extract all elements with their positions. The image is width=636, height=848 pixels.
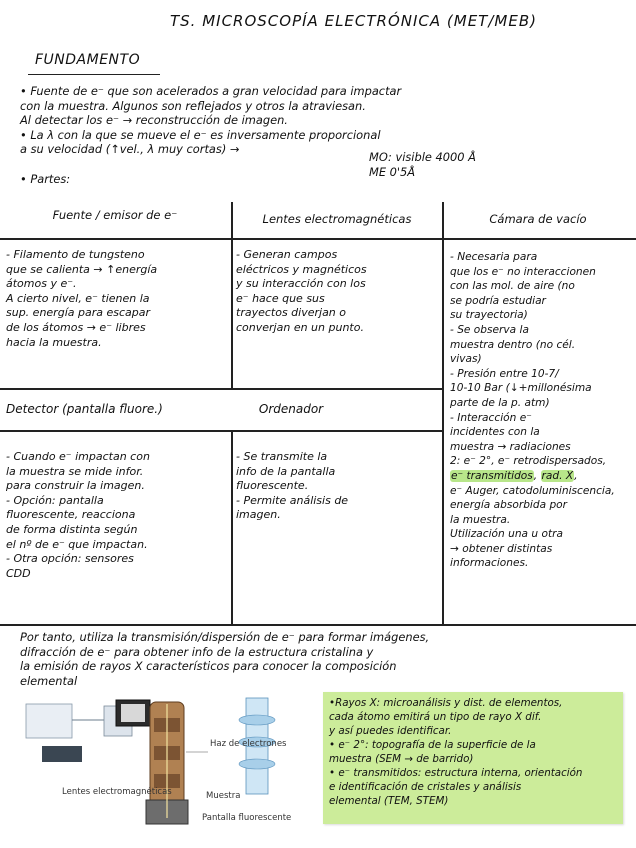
cell-line: - Otra opción: sensores xyxy=(6,552,134,566)
cell-line: - Se transmite la xyxy=(236,450,328,463)
highlight-xray: rad. X xyxy=(541,469,574,482)
cell-line: energía absorbida por xyxy=(450,499,568,512)
cell-lenses xyxy=(236,248,367,336)
cell-line: la muestra se mide infor. xyxy=(6,464,144,478)
cell-line: la muestra. xyxy=(450,513,511,526)
schematic-box xyxy=(26,704,72,738)
note-line: • e⁻ 2°: topografía de la superficie de la xyxy=(329,739,536,751)
cell-line: eléctricos y magnéticos xyxy=(236,262,367,276)
conclusion-line: difracción de e⁻ para obtener info de la estructura cristalina y xyxy=(20,644,374,659)
cell-line: y su interacción con los xyxy=(236,277,366,291)
cell-line: que se calienta → ↑energía xyxy=(6,262,158,276)
cell-line: vivas) xyxy=(450,353,482,366)
cell-line: muestra dentro (no cél. xyxy=(450,338,576,351)
cell-line: el nº de e⁻ que impactan. xyxy=(6,537,148,551)
cell-line: fluorescente, reacciona xyxy=(6,508,136,522)
label-electron-beam: Haz de electrones xyxy=(210,739,287,749)
note-line: •Rayos X: microanálisis y dist. de elementos, xyxy=(329,697,563,709)
intro-line: a su velocidad (↑vel., λ muy cortas) → xyxy=(20,142,240,157)
highlight-transmitted: e⁻ transmitidos xyxy=(451,469,533,482)
header-detector: Detector (pantalla fluore.) xyxy=(6,402,163,416)
intro-line: • La λ con la que se mueve el e⁻ es inversamente proporcional xyxy=(20,127,381,142)
page-title: TS. MICROSCOPÍA ELECTRÓNICA (MET/MEB) xyxy=(170,12,537,30)
wavelength-me: ME 0'5Å xyxy=(369,164,416,179)
note-line: cada átomo emitirá un tipo de rayo X dif. xyxy=(329,711,542,723)
sticky-note xyxy=(323,692,623,824)
intro-line: Al detectar los e⁻ → reconstrucción de imagen. xyxy=(20,113,288,128)
table-rule xyxy=(0,238,636,240)
cell-line: e⁻ Auger, catodoluminiscencia, xyxy=(450,484,615,497)
cell-line: 10-10 Bar (↓+millonésima xyxy=(450,382,592,395)
wavelength-mo: MO: visible 4000 Å xyxy=(369,150,476,164)
intro-paragraph xyxy=(20,84,401,157)
cell-line: - Presión entre 10-7/ xyxy=(450,367,559,380)
intro-line: • Fuente de e⁻ que son acelerados a gran velocidad para impactar xyxy=(20,84,402,98)
cell-line: CDD xyxy=(6,566,31,580)
cell-line: para construir la imagen. xyxy=(6,479,145,493)
section-heading: FUNDAMENTO xyxy=(35,52,141,68)
note-line: muestra (SEM → de barrido) xyxy=(329,753,474,765)
header-computer: Ordenador xyxy=(258,402,324,416)
note-text xyxy=(329,696,582,808)
cell-line: imagen. xyxy=(236,508,281,522)
cell-line: A cierto nivel, e⁻ tienen la xyxy=(6,291,150,305)
cell-line: átomos y e⁻. xyxy=(6,277,77,291)
microscope-diagram xyxy=(18,690,318,840)
header-source: Fuente / emisor de e⁻ xyxy=(52,208,178,222)
cell-line: - Interacción e⁻ xyxy=(450,411,532,424)
cell-line: - Permite análisis de xyxy=(236,493,349,507)
monitor-image xyxy=(121,704,145,722)
cell-line: e⁻ hace que sus xyxy=(236,291,325,305)
cell-line: - Se observa la xyxy=(450,323,529,336)
table-rule xyxy=(0,624,636,626)
cell-vacuum xyxy=(450,250,615,571)
section-underline xyxy=(28,74,160,75)
table-divider xyxy=(442,202,444,624)
label-screen: Pantalla fluorescente xyxy=(202,813,292,823)
cell-line: se podría estudiar xyxy=(450,294,546,307)
cell-source xyxy=(6,248,157,350)
cell-computer xyxy=(236,450,348,523)
conclusion-line: elemental xyxy=(20,673,78,688)
wavelength-notes xyxy=(369,150,476,179)
cell-line: converjan en un punto. xyxy=(236,320,364,334)
cell-line: de forma distinta según xyxy=(6,522,138,536)
conclusion-line: Por tanto, utiliza la transmisión/dispersión de e⁻ para formar imágenes, xyxy=(20,630,430,644)
table-divider xyxy=(231,430,233,624)
cell-line: - Necesaria para xyxy=(450,251,538,263)
cell-line: sup. energía para escapar xyxy=(6,306,150,320)
table-rule xyxy=(0,388,442,390)
table-divider xyxy=(231,202,233,388)
note-line: • e⁻ transmitidos: estructura interna, orientación xyxy=(329,767,583,779)
cell-line: - Filamento de tungsteno xyxy=(6,248,145,261)
cell-line: 2: e⁻ 2°, e⁻ retrodispersados, xyxy=(450,455,607,468)
cell-line: que los e⁻ no interaccionen xyxy=(450,265,596,278)
schematic-detector xyxy=(42,746,82,762)
note-line: elemental (TEM, STEM) xyxy=(329,795,449,807)
cell-line: Utilización una u otra xyxy=(450,528,563,541)
cell-line: info de la pantalla xyxy=(236,464,336,478)
cell-line: su trayectoria) xyxy=(450,309,528,322)
cell-line: de los átomos → e⁻ libres xyxy=(6,320,146,334)
cell-line: informaciones. xyxy=(450,557,529,570)
label-lenses: Lentes electromagnéticas xyxy=(62,787,172,797)
cell-line: - Opción: pantalla xyxy=(6,493,104,507)
label-sample: Muestra xyxy=(206,791,241,801)
note-line: y así puedes identificar. xyxy=(329,725,452,737)
cell-line: con las mol. de aire (no xyxy=(450,280,575,293)
note-line: e identificación de cristales y análisis xyxy=(329,781,522,793)
cell-line: parte de la p. atm) xyxy=(450,396,550,409)
parts-label: • Partes: xyxy=(20,172,71,186)
cell-line xyxy=(450,469,615,484)
conclusion-paragraph xyxy=(20,630,429,688)
table-rule xyxy=(0,430,442,432)
cell-line: → obtener distintas xyxy=(450,542,553,555)
header-lenses: Lentes electromagnéticas xyxy=(262,212,412,226)
separator: , xyxy=(533,469,541,482)
conclusion-line: la emisión de rayos X característicos para conocer la composición xyxy=(20,659,397,673)
cell-detector xyxy=(6,450,150,581)
lens-ellipse xyxy=(239,715,275,725)
cell-line: hacia la muestra. xyxy=(6,335,102,349)
cell-line: incidentes con la xyxy=(450,426,540,439)
intro-line: con la muestra. Algunos son reflejados y otros la atraviesan. xyxy=(20,98,366,113)
cell-line: - Generan campos xyxy=(236,248,338,261)
header-vacuum: Cámara de vacío xyxy=(489,212,587,226)
cell-line: muestra → radiaciones xyxy=(450,440,571,453)
cell-line: fluorescente. xyxy=(236,479,309,493)
cell-line: - Cuando e⁻ impactan con xyxy=(6,450,150,463)
cell-line: trayectos diverjan o xyxy=(236,306,347,320)
lens-ellipse xyxy=(239,759,275,769)
separator: , xyxy=(574,469,578,482)
